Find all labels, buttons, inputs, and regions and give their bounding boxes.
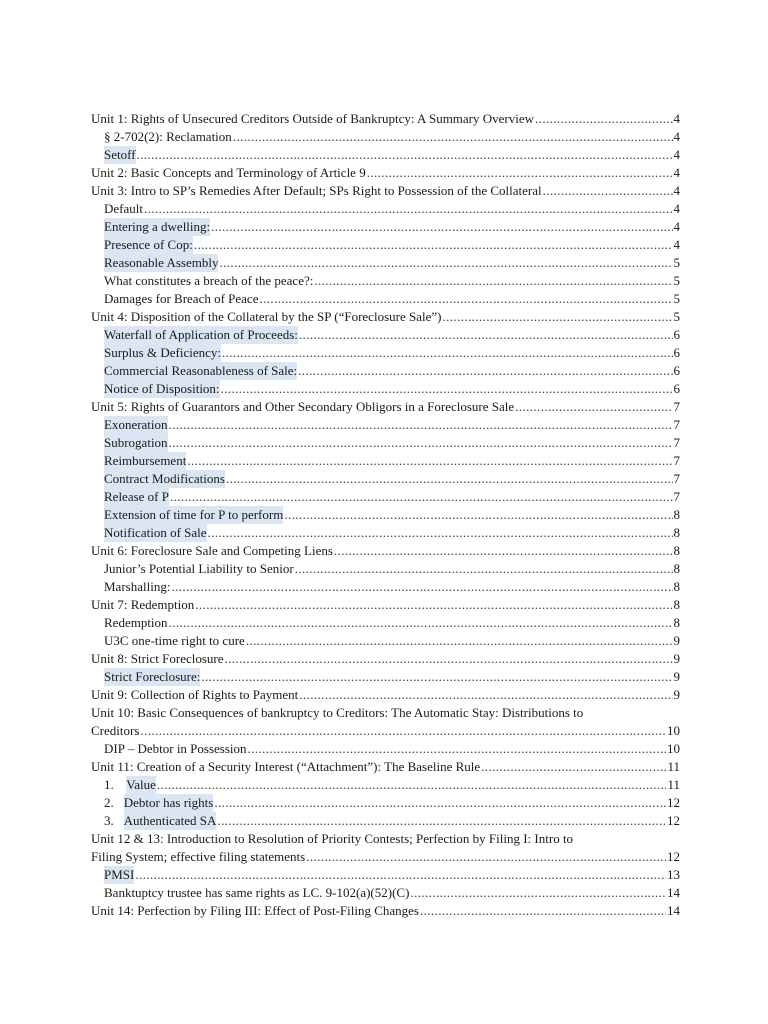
toc-entry-subsection[interactable] — [91, 416, 680, 434]
dot-leader — [169, 614, 673, 632]
dot-leader — [295, 560, 673, 578]
dot-leader — [248, 740, 666, 758]
toc-entry-subsection[interactable] — [91, 866, 680, 884]
toc-page-number: 7 — [673, 435, 680, 450]
toc-entry-unit[interactable] — [91, 110, 680, 128]
dot-leader — [442, 308, 672, 326]
toc-entry-title: Reasonable Assembly — [104, 255, 219, 270]
toc-page-number: 14 — [667, 885, 680, 900]
dot-leader — [208, 524, 673, 542]
toc-entry-title: Unit 2: Basic Concepts and Terminology of Article 9 — [91, 165, 366, 180]
toc-entry-title: Exoneration — [104, 417, 168, 432]
toc-entry-title: Default — [104, 201, 143, 216]
dot-leader — [225, 650, 673, 668]
toc-entry-subsection[interactable] — [91, 452, 680, 470]
toc-page-number: 6 — [673, 363, 680, 378]
dot-leader — [334, 542, 673, 560]
toc-page-number: 6 — [673, 345, 680, 360]
toc-entry-subsection[interactable] — [91, 434, 680, 452]
dot-leader — [284, 506, 672, 524]
toc-entry-subsection[interactable] — [91, 290, 680, 308]
dot-leader — [299, 326, 673, 344]
toc-page-number: 13 — [667, 867, 680, 882]
toc-page-number: 4 — [673, 129, 680, 144]
toc-entry-title: DIP – Debtor in Possession — [104, 741, 247, 756]
toc-page-number: 8 — [673, 561, 680, 576]
toc-entry-title: Filing System; effective filing statements — [91, 849, 306, 864]
dot-leader — [299, 686, 672, 704]
dot-leader — [233, 128, 673, 146]
toc-entry-unit[interactable] — [91, 686, 680, 704]
toc-entry-title: Entering a dwelling: — [104, 219, 211, 234]
toc-entry-title: § 2-702(2): Reclamation — [104, 129, 232, 144]
dot-leader — [221, 380, 673, 398]
toc-entry-title: Surplus & Deficiency: — [104, 345, 221, 360]
toc-entry-title: Debtor has rights — [123, 795, 214, 810]
toc-entry-subsection[interactable] — [91, 578, 680, 596]
toc-page-number: 8 — [673, 507, 680, 522]
dot-leader — [535, 110, 672, 128]
toc-page-number: 8 — [673, 543, 680, 558]
toc-page-number: 12 — [667, 849, 680, 864]
toc-entry-unit[interactable] — [91, 398, 680, 416]
toc-entry-title: Waterfall of Application of Proceeds: — [104, 327, 298, 342]
toc-page-number: 7 — [673, 453, 680, 468]
toc-entry-line — [91, 848, 680, 866]
toc-entry-title: U3C one-time right to cure — [104, 633, 245, 648]
toc-page-number: 12 — [667, 795, 680, 810]
dot-leader — [169, 434, 673, 452]
toc-page-number: 4 — [673, 111, 680, 126]
toc-entry-title: Unit 8: Strict Foreclosure — [91, 651, 224, 666]
toc-page-number: 14 — [667, 903, 680, 918]
toc-entry-subsection[interactable] — [91, 506, 680, 524]
toc-entry-subsection[interactable] — [91, 128, 680, 146]
dot-leader — [246, 632, 673, 650]
toc-page-number: 10 — [667, 741, 680, 756]
toc-page-number: 10 — [667, 723, 680, 738]
toc-page-number: 5 — [673, 273, 680, 288]
toc-entry-title: Unit 1: Rights of Unsecured Creditors Outside of Bankruptcy: A Summary Overview — [91, 111, 535, 126]
toc-page-number: 6 — [673, 381, 680, 396]
toc-entry-subsection[interactable] — [91, 812, 680, 830]
dot-leader — [144, 200, 673, 218]
toc-page-number: 8 — [673, 525, 680, 540]
toc-entry-title: Notice of Disposition: — [104, 381, 220, 396]
dot-leader — [187, 452, 672, 470]
toc-entry-unit[interactable] — [91, 308, 680, 326]
dot-leader — [367, 164, 673, 182]
dot-leader — [481, 758, 666, 776]
toc-entry-title: Unit 12 & 13: Introduction to Resolution of Priority Contests; Perfection by Filing I: Intro to — [91, 831, 574, 846]
toc-entry-title: Damages for Breach of Peace — [104, 291, 259, 306]
toc-entry-subsection[interactable] — [91, 614, 680, 632]
toc-entry-title: Presence of Cop: — [104, 237, 193, 252]
toc-entry-title: Unit 5: Rights of Guarantors and Other Secondary Obligors in a Foreclosure Sale — [91, 399, 515, 414]
toc-page-number: 11 — [667, 777, 680, 792]
toc-page-number: 5 — [673, 291, 680, 306]
toc-page-number: 5 — [673, 309, 680, 324]
list-number: 1. — [104, 777, 114, 792]
toc-entry-subsection[interactable] — [91, 668, 680, 686]
toc-entry-title: Extension of time for P to perform — [104, 507, 284, 522]
toc-entry-title: Notification of Sale — [104, 525, 207, 540]
toc-entry-title: Authenticated SA — [123, 813, 217, 828]
toc-entry-subsection[interactable] — [91, 560, 680, 578]
toc-page-number: 5 — [673, 255, 680, 270]
toc-entry-subsection[interactable] — [91, 776, 680, 794]
toc-entry-title: PMSI — [104, 867, 135, 882]
toc-page-number: 9 — [673, 669, 680, 684]
toc-entry-title: Unit 11: Creation of a Security Interest (“Attachment”): The Baseline Rule — [91, 759, 481, 774]
toc-page-number: 4 — [673, 219, 680, 234]
toc-entry-subsection[interactable] — [91, 794, 680, 812]
toc-page-number: 4 — [673, 183, 680, 198]
dot-leader — [201, 668, 672, 686]
dot-leader — [298, 362, 672, 380]
toc-page-number: 11 — [667, 759, 680, 774]
toc-entry-title: Subrogation — [104, 435, 168, 450]
toc-entry-unit[interactable] — [91, 704, 680, 740]
toc-page-number: 9 — [673, 651, 680, 666]
toc-entry-title: Unit 7: Redemption — [91, 597, 195, 612]
dot-leader — [217, 812, 666, 830]
table-of-contents — [91, 110, 680, 920]
toc-entry-title: Redemption — [104, 615, 168, 630]
toc-entry-title: Setoff — [104, 147, 136, 162]
toc-entry-unit[interactable] — [91, 758, 680, 776]
toc-page-number: 4 — [673, 201, 680, 216]
toc-entry-subsection[interactable] — [91, 254, 680, 272]
dot-leader — [195, 596, 672, 614]
toc-entry-subsection[interactable] — [91, 236, 680, 254]
toc-entry-unit[interactable] — [91, 830, 680, 866]
toc-page-number: 7 — [673, 471, 680, 486]
toc-entry-subsection[interactable] — [91, 272, 680, 290]
toc-page-number: 12 — [667, 813, 680, 828]
toc-entry-subsection[interactable] — [91, 218, 680, 236]
toc-entry-subsection[interactable] — [91, 200, 680, 218]
toc-page-number: 6 — [673, 327, 680, 342]
toc-entry-subsection[interactable] — [91, 740, 680, 758]
dot-leader — [137, 146, 673, 164]
dot-leader — [226, 470, 673, 488]
toc-entry-subsection[interactable] — [91, 344, 680, 362]
toc-page-number: 8 — [673, 615, 680, 630]
dot-leader — [306, 848, 666, 866]
toc-page-number: 9 — [673, 633, 680, 648]
dot-leader — [157, 776, 667, 794]
toc-entry-subsection[interactable] — [91, 632, 680, 650]
toc-entry-unit[interactable] — [91, 650, 680, 668]
toc-entry-unit[interactable] — [91, 542, 680, 560]
toc-entry-title: Value — [126, 777, 156, 792]
list-number: 2. — [104, 795, 114, 810]
toc-entry-title: Unit 9: Collection of Rights to Payment — [91, 687, 299, 702]
toc-page-number: 7 — [673, 489, 680, 504]
toc-entry-title: Creditors — [91, 723, 140, 738]
toc-entry-subsection[interactable] — [91, 470, 680, 488]
toc-entry-subsection[interactable] — [91, 524, 680, 542]
toc-entry-title: Release of P — [104, 489, 169, 504]
toc-entry-unit[interactable] — [91, 902, 680, 920]
toc-entry-title: Unit 6: Foreclosure Sale and Competing Liens — [91, 543, 333, 558]
toc-entry-title: Marshalling: — [104, 579, 171, 594]
toc-entry-title: What constitutes a breach of the peace?: — [104, 273, 314, 288]
toc-entry-title: Unit 3: Intro to SP’s Remedies After Default; SPs Right to Possession of the Collateral — [91, 183, 542, 198]
toc-page-number: 7 — [673, 417, 680, 432]
toc-entry-title: Unit 14: Perfection by Filing III: Effect of Post-Filing Changes — [91, 903, 419, 918]
toc-entry-unit[interactable] — [91, 164, 680, 182]
toc-page-number: 8 — [673, 579, 680, 594]
dot-leader — [135, 866, 666, 884]
toc-page-number: 4 — [673, 237, 680, 252]
dot-leader — [515, 398, 672, 416]
toc-entry-title: Commercial Reasonableness of Sale: — [104, 363, 298, 378]
toc-entry-subsection[interactable] — [91, 380, 680, 398]
dot-leader — [410, 884, 666, 902]
toc-entry-title: Junior’s Potential Liability to Senior — [104, 561, 294, 576]
dot-leader — [222, 344, 673, 362]
dot-leader — [169, 416, 673, 434]
dot-leader — [420, 902, 666, 920]
toc-page-number: 8 — [673, 597, 680, 612]
dot-leader — [314, 272, 672, 290]
dot-leader — [259, 290, 672, 308]
toc-page-number: 9 — [673, 687, 680, 702]
dot-leader — [170, 488, 673, 506]
dot-leader — [194, 236, 673, 254]
toc-entry-title: Unit 4: Disposition of the Collateral by the SP (“Foreclosure Sale”) — [91, 309, 442, 324]
toc-entry-subsection[interactable] — [91, 362, 680, 380]
toc-entry-subsection[interactable] — [91, 488, 680, 506]
dot-leader — [543, 182, 673, 200]
toc-entry-unit[interactable] — [91, 596, 680, 614]
toc-entry-title: Banktuptcy trustee has same rights as LC. 9-102(a)(52)(C) — [104, 885, 410, 900]
toc-entry-line — [91, 830, 680, 848]
toc-page-number: 4 — [673, 165, 680, 180]
dot-leader — [171, 578, 672, 596]
toc-entry-unit[interactable] — [91, 182, 680, 200]
toc-entry-subsection[interactable] — [91, 884, 680, 902]
dot-leader — [211, 218, 672, 236]
toc-entry-title: Unit 10: Basic Consequences of bankruptcy to Creditors: The Automatic Stay: Distributions to — [91, 705, 584, 720]
toc-entry-line — [91, 722, 680, 740]
toc-entry-subsection[interactable] — [91, 326, 680, 344]
toc-entry-title: Reimbursement — [104, 453, 187, 468]
toc-entry-subsection[interactable] — [91, 146, 680, 164]
dot-leader — [219, 254, 672, 272]
dot-leader — [140, 722, 666, 740]
toc-entry-line — [91, 704, 680, 722]
toc-page-number: 4 — [673, 147, 680, 162]
toc-entry-title: Strict Foreclosure: — [104, 669, 201, 684]
toc-entry-title: Contract Modifications — [104, 471, 225, 486]
dot-leader — [214, 794, 666, 812]
toc-page-number: 7 — [673, 399, 680, 414]
list-number: 3. — [104, 813, 114, 828]
